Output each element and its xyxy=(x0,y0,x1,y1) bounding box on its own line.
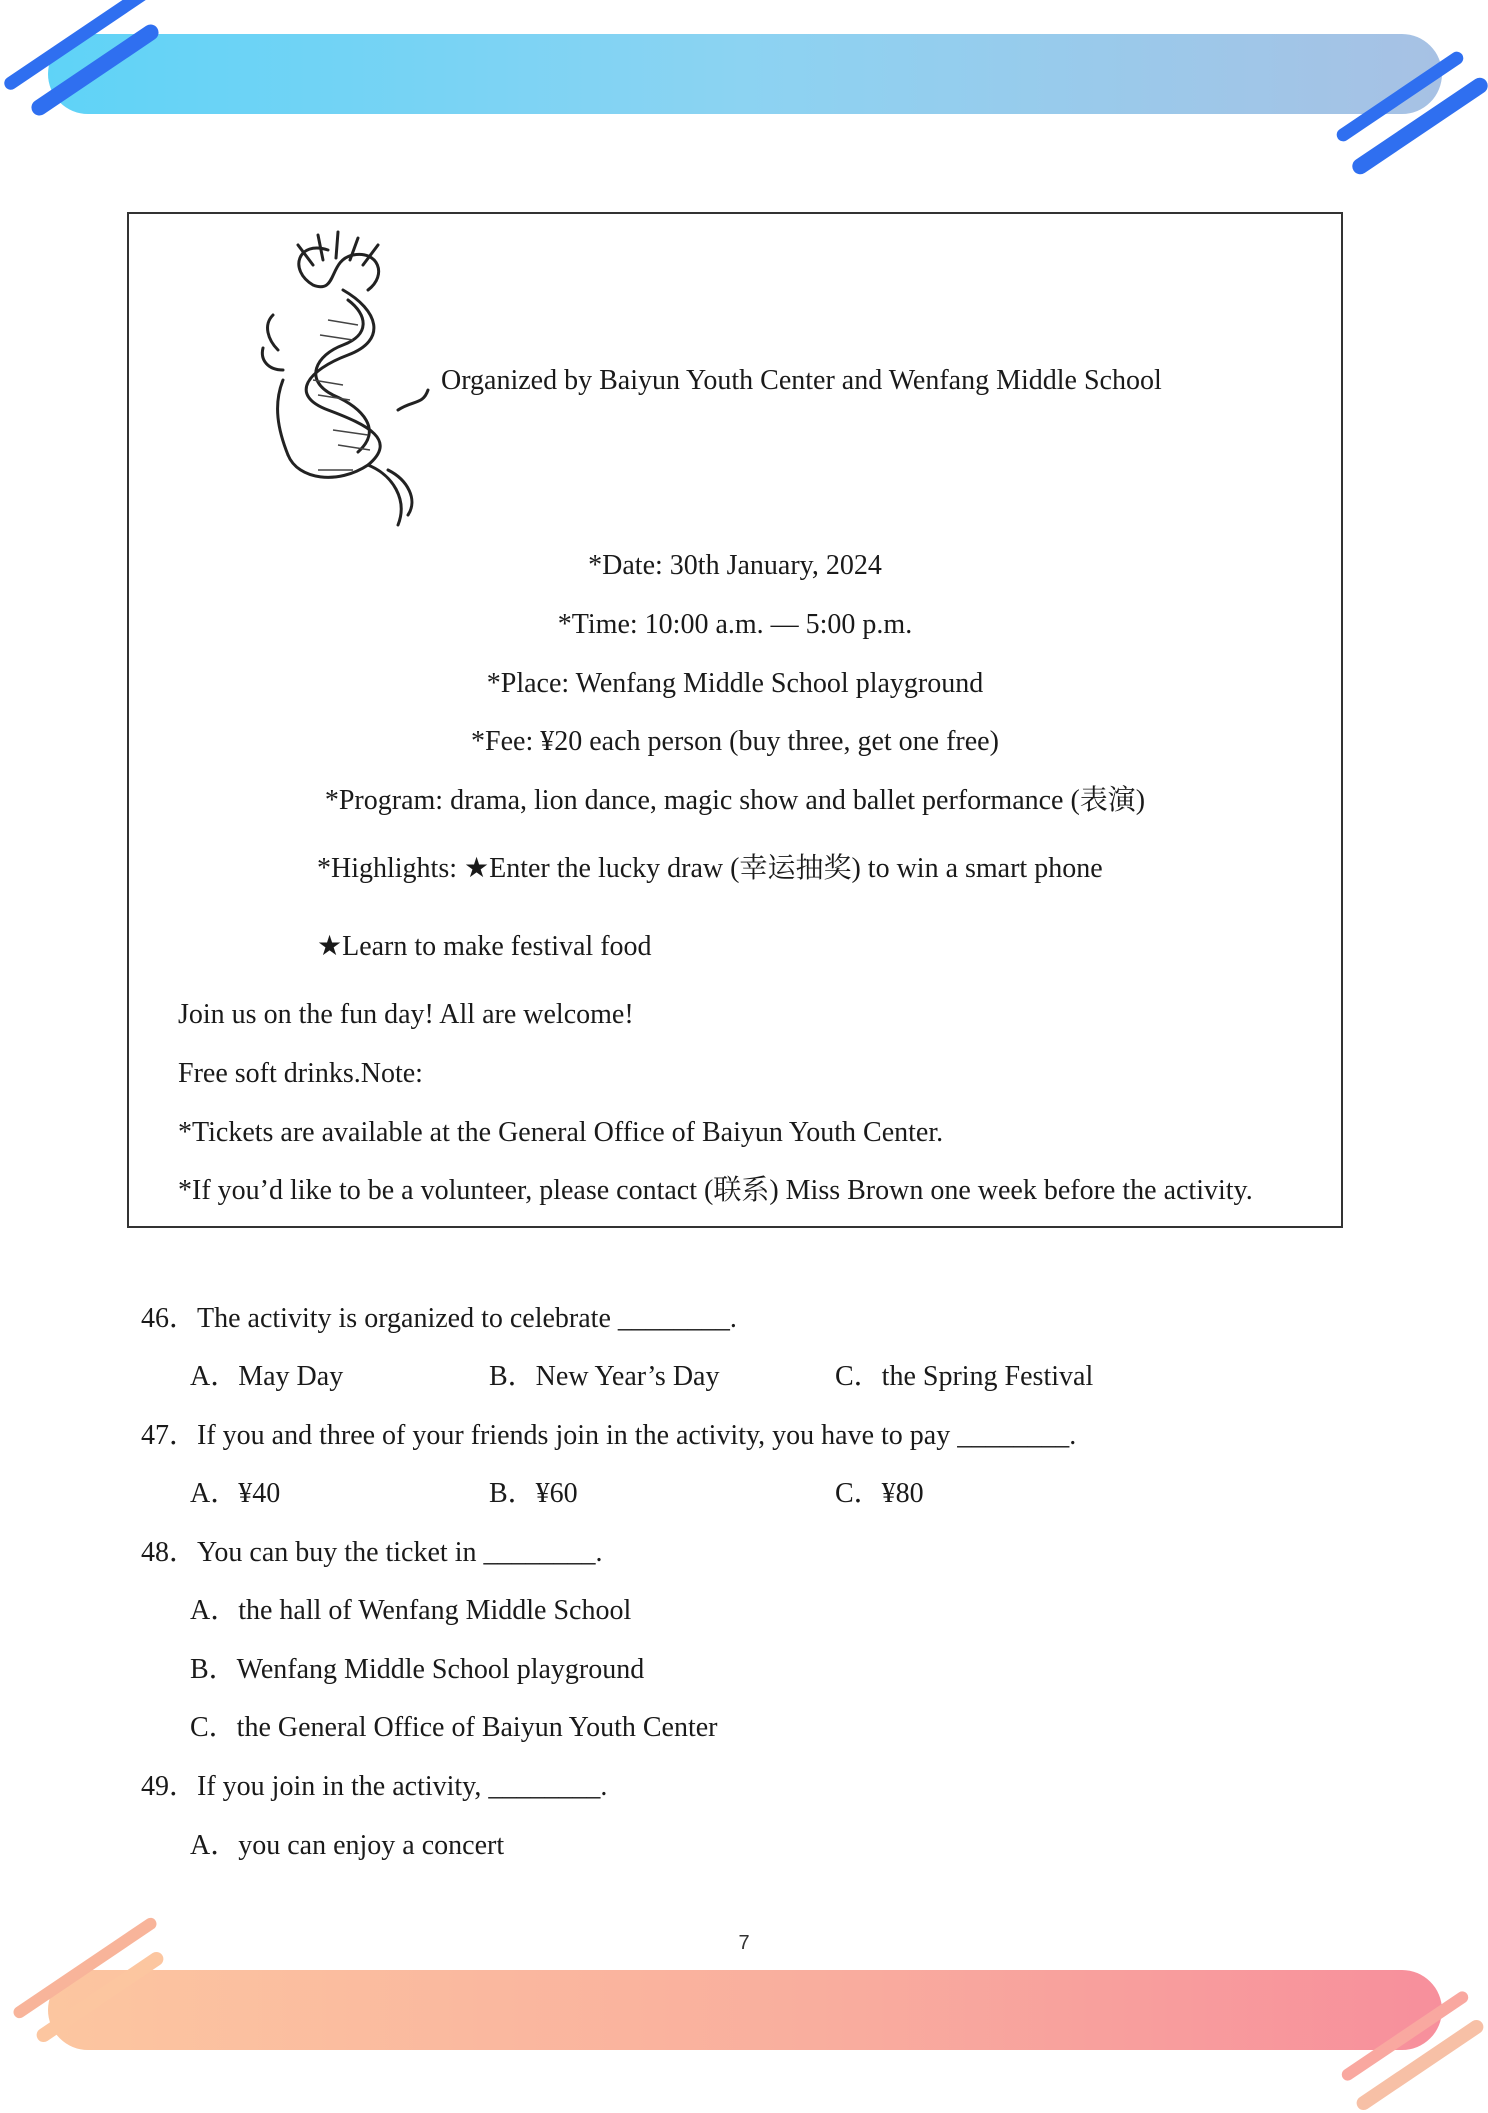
question-number: 46． xyxy=(141,1303,198,1334)
option-46-a[interactable]: A．May Day xyxy=(190,1361,344,1392)
option-46-c[interactable]: C．the Spring Festival xyxy=(835,1361,1094,1392)
fee-line: *Fee: ¥20 each person (buy three, get one free) xyxy=(471,726,999,757)
option-48-b[interactable]: B．Wenfang Middle School playground xyxy=(190,1654,645,1685)
place-line: *Place: Wenfang Middle School playground xyxy=(486,668,984,699)
option-49-a[interactable]: A．you can enjoy a concert xyxy=(190,1830,505,1861)
question-47 xyxy=(141,1419,1076,1453)
option-47-c[interactable]: C．¥80 xyxy=(835,1478,924,1509)
time-line: *Time: 10:00 a.m. — 5:00 p.m. xyxy=(557,609,913,640)
join-line: Join us on the fun day! All are welcome! xyxy=(178,999,634,1030)
highlight-line-2: ★Learn to make festival food xyxy=(317,931,652,962)
program-line: *Program: drama, lion dance, magic show and ballet performance (表演) xyxy=(324,785,1146,816)
question-48 xyxy=(141,1536,602,1570)
header-band xyxy=(48,34,1442,114)
page-number: 7 xyxy=(738,1932,750,1954)
question-number: 48． xyxy=(141,1537,198,1568)
organizer-line: Organized by Baiyun Youth Center and Wenfang Middle School xyxy=(441,365,1162,396)
option-48-c[interactable]: C．the General Office of Baiyun Youth Center xyxy=(190,1712,718,1743)
option-47-b[interactable]: B．¥60 xyxy=(489,1478,578,1509)
tickets-note-line: *Tickets are available at the General Office of Baiyun Youth Center. xyxy=(178,1117,944,1148)
date-line: *Date: 30th January, 2024 xyxy=(588,550,882,581)
option-47-a[interactable]: A．¥40 xyxy=(190,1478,281,1509)
dragon-illustration xyxy=(258,230,438,530)
question-text: You can buy the ticket in ________. xyxy=(197,1537,603,1568)
question-number: 47． xyxy=(141,1420,198,1451)
question-text: If you and three of your friends join in the activity, you have to pay ________. xyxy=(197,1420,1077,1451)
option-48-a[interactable]: A．the hall of Wenfang Middle School xyxy=(190,1595,632,1626)
highlight-line-1: *Highlights: ★Enter the lucky draw (幸运抽奖) to win a smart phone xyxy=(317,853,1103,884)
question-46 xyxy=(141,1302,737,1336)
option-46-b[interactable]: B．New Year’s Day xyxy=(489,1361,720,1392)
question-text: The activity is organized to celebrate ________. xyxy=(197,1303,737,1334)
volunteer-note-line: *If you’d like to be a volunteer, please contact (联系) Miss Brown one week before the activity. xyxy=(178,1175,1253,1206)
footer-band xyxy=(48,1970,1442,2050)
question-49 xyxy=(141,1770,607,1804)
drinks-note-line: Free soft drinks.Note: xyxy=(178,1058,423,1089)
question-text: If you join in the activity, ________. xyxy=(197,1771,608,1802)
question-number: 49． xyxy=(141,1771,198,1802)
